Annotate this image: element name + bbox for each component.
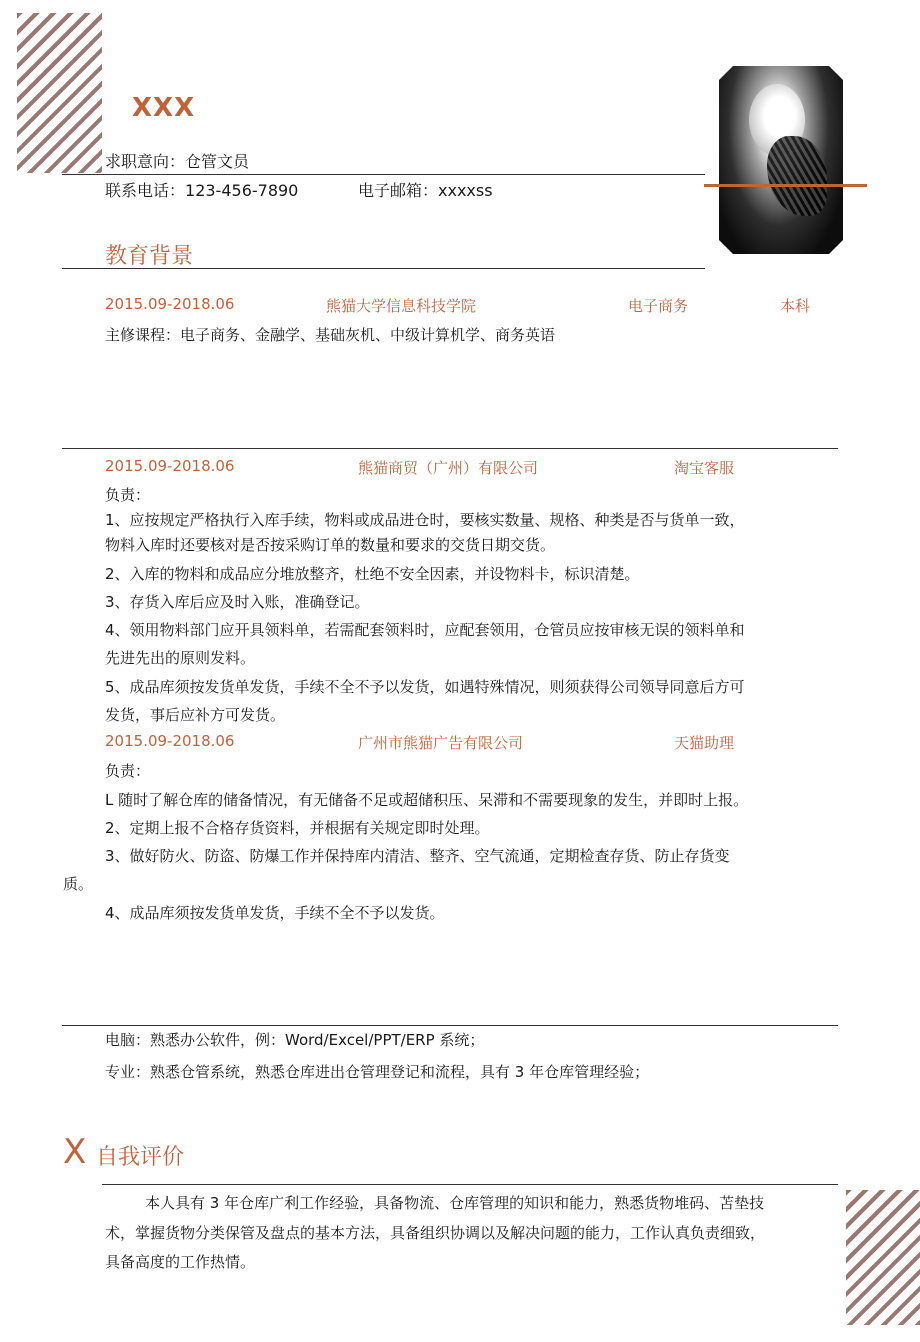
education-title: 教育背景 [105, 244, 194, 269]
education-major: 电子商务 [628, 297, 689, 315]
job-1-duty: 5、成品库须按发货单发货，手续不全不予以发货，如遇特殊情况，则须获得公司领导同意后方可 [105, 678, 745, 696]
job-1-duty: 1、应按规定严格执行入库手续，物料或成品进仓时，要核实数量、规格、种类是否与货单一致， [105, 511, 745, 529]
header-divider [62, 174, 705, 175]
job-2-duty: 4、成品库须按发货单发货，手续不全不予以发货。 [105, 904, 445, 922]
profile-photo [719, 66, 843, 254]
job-1-company: 熊猫商贸（广州）有限公司 [358, 459, 539, 477]
phone-line [105, 178, 298, 201]
phone-value: 123-456-7890 [185, 181, 299, 200]
job-2-position: 天猫助理 [674, 734, 735, 752]
job-1-duty: 物料入库时还要核对是否按采购订单的数量和要求的交货日期交货。 [105, 536, 556, 554]
email-label: 电子邮箱： [358, 181, 439, 200]
job-1-duty: 先进先出的原则发料。 [105, 649, 256, 667]
objective-value: 仓管文员 [185, 152, 250, 171]
education-divider [62, 268, 705, 269]
self-eval-line: 本人具有 3 年仓库广利工作经验，具备物流、仓库管理的知识和能力，熟悉货物堆码、苫垫技 [145, 1194, 765, 1212]
phone-label: 联系电话： [105, 181, 186, 200]
education-courses: 主修课程：电子商务、金融学、基础灰机、中级计算机学、商务英语 [105, 326, 556, 344]
job-2-period: 2015.09-2018.06 [105, 732, 235, 750]
self-eval-divider [102, 1184, 838, 1185]
decorative-stripes-bottom-right [846, 1190, 920, 1325]
skill-line: 电脑：熟悉办公软件，例：Word/Excel/PPT/ERP 系统； [105, 1031, 485, 1049]
job-2-resp-label: 负责： [105, 762, 151, 780]
job-1-resp-label: 负责： [105, 486, 151, 504]
skills-divider [62, 1025, 838, 1026]
objective-label: 求职意向： [105, 152, 186, 171]
self-eval-line: 术，掌握货物分类保管及盘点的基本方法，具备组织协调以及解决问题的能力，工作认真负责细致， [105, 1224, 766, 1242]
self-eval-mark: X [63, 1132, 87, 1172]
skill-line: 专业：熟悉仓管系统，熟悉仓库进出仓管理登记和流程，具有 3 年仓库管理经验； [105, 1063, 650, 1081]
job-1-duty: 3、存货入库后应及时入账，准确登记。 [105, 593, 370, 611]
candidate-name: XXX [132, 93, 196, 123]
self-eval-line: 具备高度的工作热情。 [105, 1253, 256, 1271]
job-2-duty: 质。 [63, 875, 94, 893]
job-1-duty: 发货，事后应补方可发货。 [105, 706, 286, 724]
job-objective [105, 149, 249, 172]
education-school: 熊猫大学信息科技学院 [326, 297, 477, 315]
job-1-duty: 4、领用物料部门应开具领料单，若需配套领料时，应配套领用，仓管员应按审核无误的领料单和 [105, 621, 745, 639]
decorative-stripes-top-left [17, 13, 102, 173]
photo-feather-shadow [767, 136, 827, 216]
job-1-position: 淘宝客服 [674, 459, 735, 477]
job-1-duty: 2、入库的物料和成品应分堆放整齐，杜绝不安全因素，并设物料卡，标识清楚。 [105, 565, 640, 583]
job-2-duty: L 随时了解仓库的储备情况，有无储备不足或超储积压、呆滞和不需要现象的发生，并即时上报。 [105, 791, 749, 809]
self-eval-title: 自我评价 [96, 1145, 185, 1170]
email-line [358, 178, 493, 201]
job-2-company: 广州市熊猫广告有限公司 [358, 734, 524, 752]
experience-divider [62, 448, 838, 449]
job-1-period: 2015.09-2018.06 [105, 457, 235, 475]
education-period: 2015.09-2018.06 [105, 295, 235, 313]
accent-bar [704, 184, 867, 187]
email-value: xxxxss [438, 181, 493, 200]
job-2-duty: 3、做好防火、防盗、防爆工作并保持库内清洁、整齐、空气流通，定期检查存货、防止存货变 [105, 847, 730, 865]
job-2-duty: 2、定期上报不合格存货资料，并根据有关规定即时处理。 [105, 819, 490, 837]
education-degree: 本科 [780, 297, 811, 315]
